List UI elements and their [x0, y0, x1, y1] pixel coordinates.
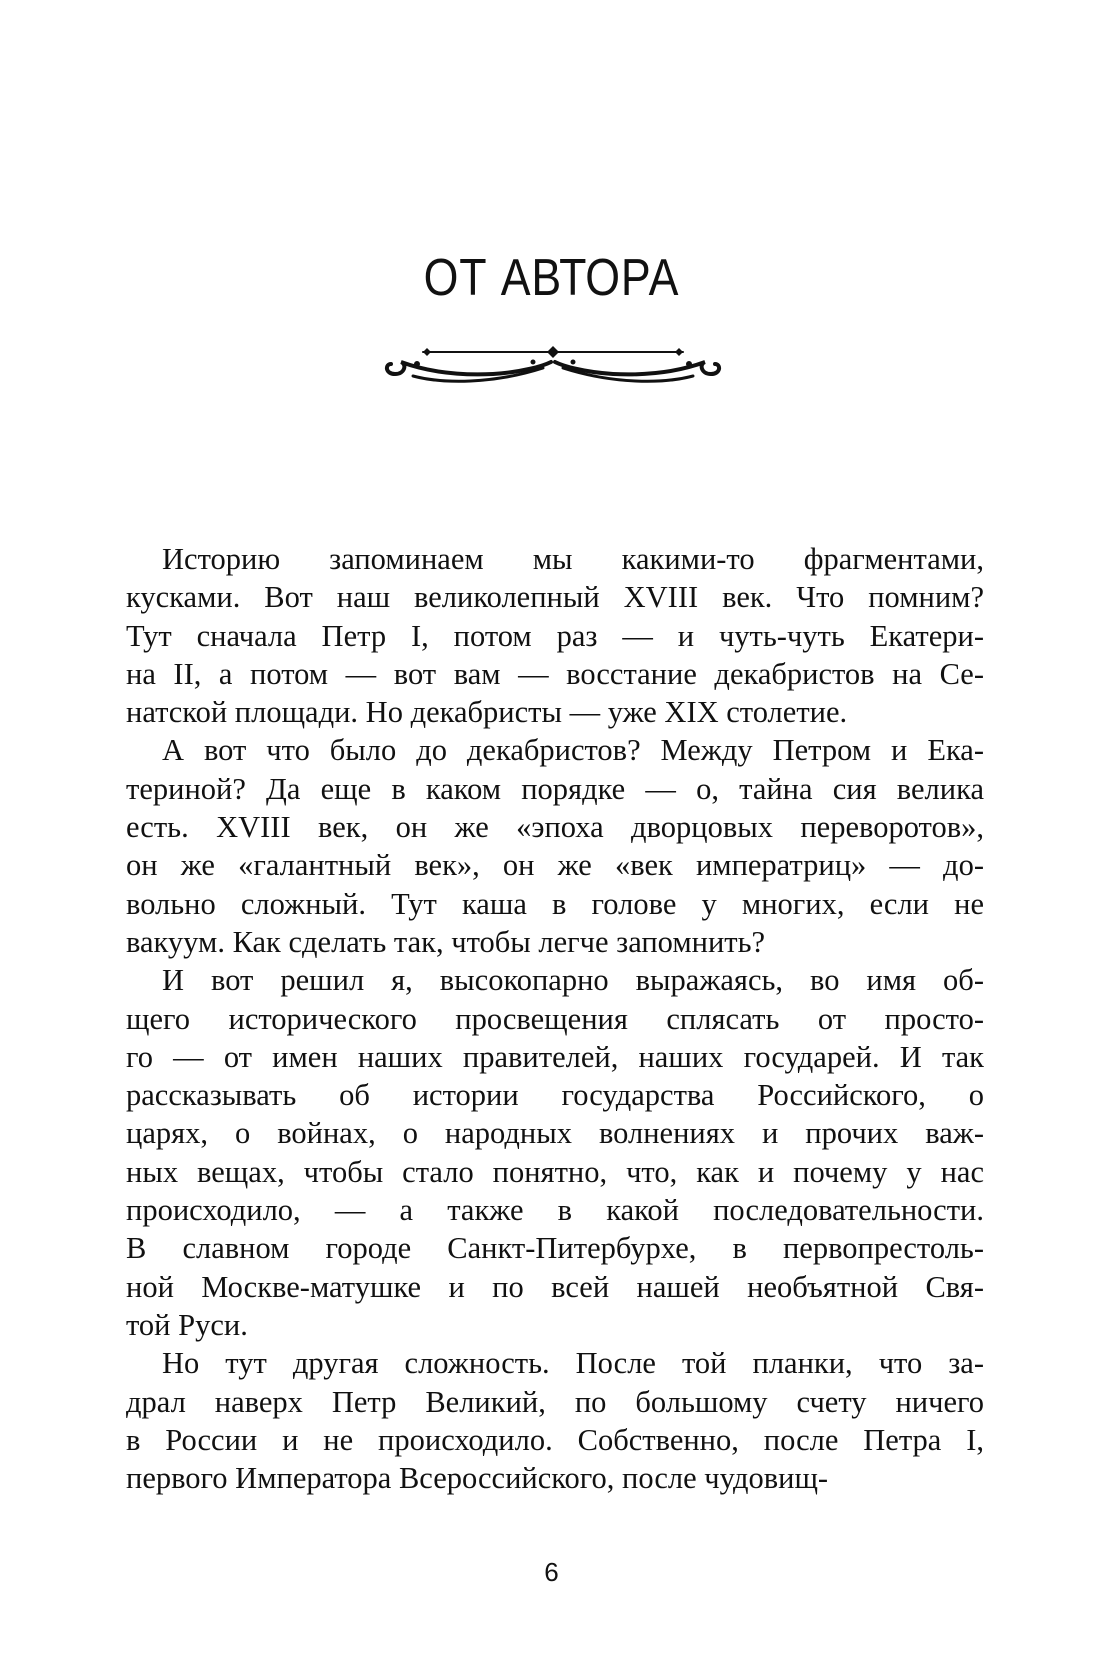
text-line: он же «галантный век», он же «век императриц» — до-: [126, 848, 984, 883]
text-line: царях, о войнах, о народных волнениях и прочих важ-: [126, 1116, 984, 1151]
text-line: на II, а потом — вот вам — восстание декабристов на Се-: [126, 656, 984, 691]
text-line: той Руси.: [126, 1307, 248, 1342]
text-line: Историю запоминаем мы какими-то фрагментами,: [162, 542, 984, 576]
text-line: ных вещах, чтобы стало понятно, что, как и почему у нас: [126, 1154, 984, 1189]
text-line: щего исторического просвещения сплясать от просто-: [126, 1001, 984, 1036]
text-line: натской площади. Но декабристы — уже XIX столетие.: [126, 695, 848, 730]
page-number: 6: [544, 1557, 559, 1587]
text-line: ной Москве-матушке и по всей нашей необъятной Свя-: [126, 1269, 984, 1304]
text-line: есть. XVIII век, он же «эпоха дворцовых переворотов»,: [126, 810, 984, 845]
text-line: А вот что было до декабристов? Между Петром и Ека-: [162, 733, 984, 768]
text-line: в России и не происходило. Собственно, после Петра I,: [126, 1422, 984, 1457]
text-line: го — от имен наших правителей, наших государей. И так: [126, 1039, 984, 1074]
text-line: Тут сначала Петр I, потом раз — и чуть-чуть Екатери-: [126, 618, 984, 653]
text-line: происходило, — а также в какой последовательности.: [126, 1193, 984, 1228]
body-text: [126, 540, 984, 1497]
chapter-title: ОТ АВТОРА: [423, 249, 680, 307]
text-line: вакуум. Как сделать так, чтобы легче запомнить?: [126, 924, 766, 959]
text-line: вольно сложный. Тут каша в голове у многих, если не: [126, 886, 984, 921]
text-line: В славном городе Санкт-Питербурхе, в первопрестоль-: [126, 1231, 984, 1266]
text-line: драл наверх Петр Великий, по большому счету ничего: [126, 1384, 984, 1419]
text-line: кусками. Вот наш великолепный XVIII век. Что помним?: [126, 580, 984, 615]
text-line: териной? Да еще в каком порядке — о, тайна сия велика: [126, 771, 984, 806]
text-line: Но тут другая сложность. После той планки, что за-: [162, 1346, 984, 1381]
text-line: рассказывать об истории государства Российского, о: [126, 1078, 984, 1113]
flourish-divider-icon: [383, 340, 723, 394]
text-line: первого Императора Всероссийского, после чудовищ-: [126, 1461, 829, 1496]
text-line: И вот решил я, высокопарно выражаясь, во имя об-: [162, 963, 984, 998]
